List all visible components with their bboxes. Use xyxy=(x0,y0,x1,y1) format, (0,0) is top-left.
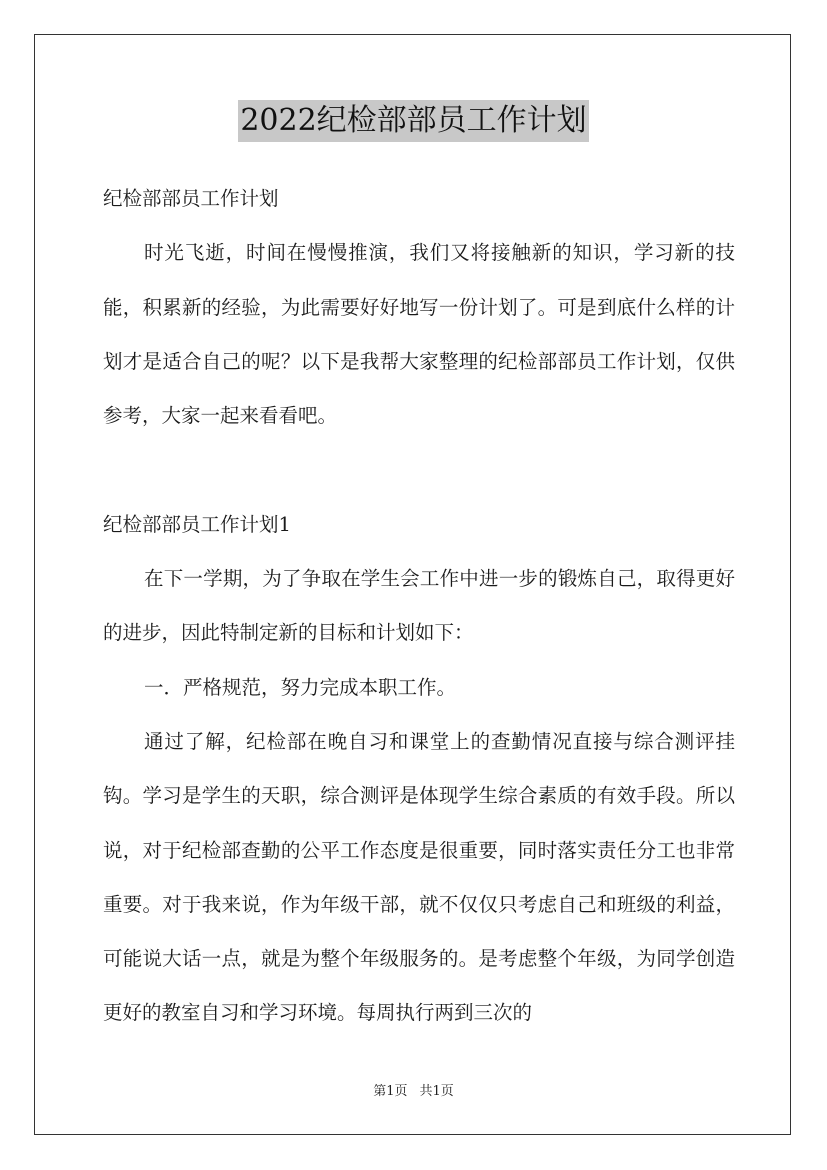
title-container xyxy=(0,100,827,142)
page-footer xyxy=(0,1083,827,1101)
body-paragraph-3: 通过了解，纪检部在晚自习和课堂上的查勤情况直接与综合测评挂钩。学习是学生的天职，综合测评是体现学生综合素质的有效手段。所以说，对于纪检部查勤的公平工作态度是很重要，同时落实责任分工也非常重要。对于我来说，作为年级干部，就不仅仅只考虑自己和班级的利益，可能说大话一点，就是为整个年级服务的。是考虑整个年级，为同学创造更好的教室自习和学习环境。每周执行两到三次的 xyxy=(103,729,735,1025)
document-title: 2022纪检部部员工作计划 xyxy=(238,100,588,142)
document-body xyxy=(103,172,735,1041)
section-heading: 纪检部部员工作计划1 xyxy=(103,512,291,536)
body-paragraph-1: 在下一学期，为了争取在学生会工作中进一步的锻炼自己，取得更好的进步，因此特制定新的目标和计划如下： xyxy=(103,567,735,645)
body-paragraph-2: 一．严格规范，努力完成本职工作。 xyxy=(144,675,457,699)
page-number-total: 共1页 xyxy=(419,1084,454,1099)
main-heading: 纪检部部员工作计划 xyxy=(103,187,279,210)
intro-paragraph: 时光飞逝，时间在慢慢推演，我们又将接触新的知识，学习新的技能，积累新的经验，为此需要好好地写一份计划了。可是到底什么样的计划才是适合自己的呢？以下是我帮大家整理的纪检部部员工作计划，仅供参考，大家一起来看看吧。 xyxy=(103,241,735,428)
paragraph-gap xyxy=(103,443,735,497)
page-number-current: 第1页 xyxy=(373,1084,408,1099)
